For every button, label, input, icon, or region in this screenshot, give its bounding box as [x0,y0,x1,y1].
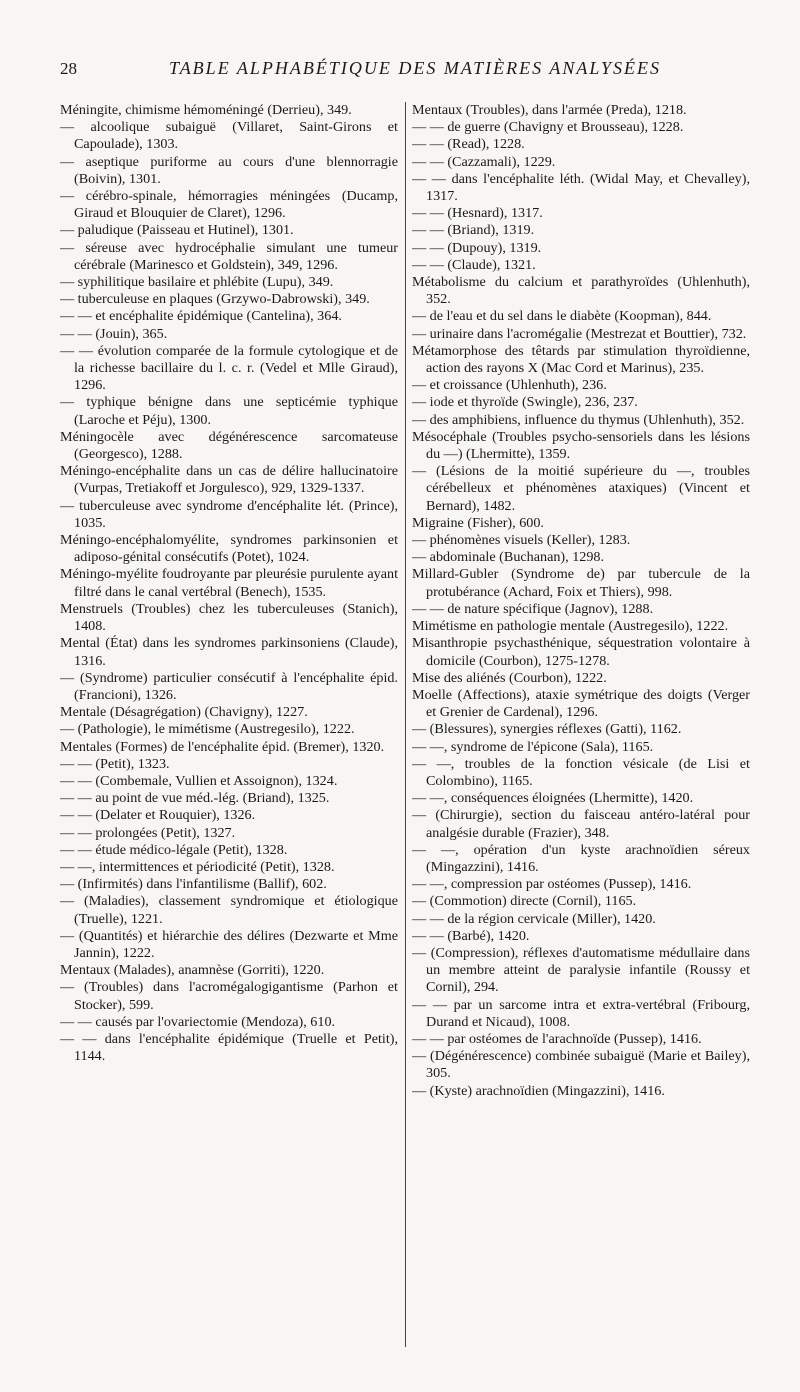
index-entry: — (Dégénérescence) combinée subaiguë (Marie et Bailey), 305. [412,1048,750,1082]
index-entry: — des amphibiens, influence du thymus (Uhlenhuth), 352. [412,411,745,428]
index-entry: Mental (État) dans les syndromes parkinsoniens (Claude), 1316. [60,635,398,669]
index-entry: — — (Barbé), 1420. [412,927,530,944]
index-entry: — (Blessures), synergies réflexes (Gatti), 1162. [412,721,682,738]
index-entry: — — dans l'encéphalite léth. (Widal May, et Chevalley), 1317. [412,170,750,205]
index-entry: Méningocèle avec dégénérescence sarcomateuse (Georgesco), 1288. [60,428,398,463]
index-entry: — — (Cazzamali), 1229. [412,153,556,170]
index-entry: — (Syndrome) particulier consécutif à l'encéphalite épid. (Francioni), 1326. [60,669,398,703]
index-entry: — —, intermittences et périodicité (Petit), 1328. [60,858,335,875]
index-entry: — phénomènes visuels (Keller), 1283. [412,532,631,549]
index-entry: — — (Jouin), 365. [60,325,168,342]
index-entry: — iode et thyroïde (Swingle), 236, 237. [412,394,638,411]
index-entry: — (Maladies), classement syndromique et étiologique (Truelle), 1221. [60,893,398,927]
index-entry: — cérébro-spinale, hémorragies méningées (Ducamp, Giraud et Blouquier de Claret), 1296. [60,188,398,222]
index-columns [60,102,750,1352]
index-entry: Méningo-myélite foudroyante par pleurésie purulente ayant filtré dans le canal vertébral (Benech), 1535. [60,566,398,600]
index-entry: — (Pathologie), le mimétisme (Austregesilo), 1222. [60,721,355,738]
index-entry: — — évolution comparée de la formule cytologique et de la richesse bacillaire du l. c. r. (Vedel et Mlle Giraud), 1296. [60,342,398,394]
index-entry: — — dans l'encéphalite épidémique (Truelle et Petit), 1144. [60,1030,398,1065]
index-entry: — — et encéphalite épidémique (Cantelina), 364. [60,308,342,325]
index-entry: — — (Hesnard), 1317. [412,205,543,222]
index-entry: — — prolongées (Petit), 1327. [60,824,236,841]
index-entry: — — (Briand), 1319. [412,222,535,239]
index-entry: Métamorphose des têtards par stimulation thyroïdienne, action des rayons X (Mac Cord et Marinus), 235. [412,342,750,377]
index-entry: — urinaire dans l'acromégalie (Mestrezat et Bouttier), 732. [412,325,747,342]
index-entry: Méningite, chimisme hémoméningé (Derrieu), 349. [60,102,352,118]
index-entry: — (Commotion) directe (Cornil), 1165. [412,893,637,910]
index-entry: Méningo-encéphalomyélite, syndromes parkinsonien et adiposo-génital consécutifs (Potet), 1024. [60,532,398,566]
page-header [60,58,700,92]
index-entry: — de l'eau et du sel dans le diabète (Koopman), 844. [412,308,712,325]
index-entry: Millard-Gubler (Syndrome de) par tubercule de la protubérance (Achard, Foix et Thiers), 998. [412,566,750,600]
index-entry: — — (Combemale, Vullien et Assoignon), 1324. [60,772,338,789]
index-entry: Misanthropie psychasthénique, séquestration volontaire à domicile (Courbon), 1275-1278. [412,635,750,669]
index-entry: — abdominale (Buchanan), 1298. [412,549,605,566]
index-entry: — (Lésions de la moitié supérieure du —, troubles cérébelleux et phénomènes ataxiques) (Vincent et Bernard), 1482. [412,463,750,514]
page-number: 28 [60,59,77,78]
index-entry: — — de nature spécifique (Jagnov), 1288. [412,600,654,617]
index-entry: — tuberculeuse en plaques (Grzywo-Dabrowski), 349. [60,291,370,308]
index-entry: Menstruels (Troubles) chez les tuberculeuses (Stanich), 1408. [60,600,398,635]
index-entry: Migraine (Fisher), 600. [412,514,544,531]
index-entry: — — (Petit), 1323. [60,755,170,772]
index-entry: — — (Delater et Rouquier), 1326. [60,807,256,824]
index-entry: — — (Claude), 1321. [412,256,536,273]
index-entry: — — causés par l'ovariectomie (Mendoza), 610. [60,1013,336,1030]
index-entry: — —, compression par ostéomes (Pussep), 1416. [412,876,692,893]
index-entry: Moelle (Affections), ataxie symétrique des doigts (Verger et Grenier de Cardenal), 1296. [412,686,750,721]
index-entry: — tuberculeuse avec syndrome d'encéphalite lét. (Prince), 1035. [60,497,398,531]
index-entry: — —, troubles de la fonction vésicale (de Lisi et Colombino), 1165. [412,755,750,789]
index-entry: — et croissance (Uhlenhuth), 236. [412,377,607,394]
index-entry: — syphilitique basilaire et phlébite (Lupu), 349. [60,274,334,291]
index-entry: — —, opération d'un kyste arachnoïdien séreux (Mingazzini), 1416. [412,841,750,875]
index-entry: — (Chirurgie), section du faisceau antéro-latéral pour analgésie durable (Frazier), 348. [412,807,750,841]
index-entry: Mentales (Formes) de l'encéphalite épid. (Bremer), 1320. [60,738,385,755]
index-entry: — — par ostéomes de l'arachnoïde (Pussep), 1416. [412,1030,702,1047]
index-entry: — paludique (Paisseau et Hutinel), 1301. [60,222,294,239]
index-entry: — — (Dupouy), 1319. [412,239,542,256]
left-column [60,102,398,1352]
index-entry: — — de guerre (Chavigny et Brousseau), 1228. [412,119,684,136]
index-entry: Mésocéphale (Troubles psycho-sensoriels dans les lésions du —) (Lhermitte), 1359. [412,428,750,463]
index-entry: — — par un sarcome intra et extra-vertébral (Fribourg, Durand et Nicaud), 1008. [412,996,750,1030]
right-column [412,102,750,1352]
index-entry: — (Troubles) dans l'acromégalogigantisme (Parhon et Stocker), 599. [60,979,398,1013]
index-entry: — alcoolique subaiguë (Villaret, Saint-Girons et Capoulade), 1303. [60,119,398,153]
index-entry: — aseptique puriforme au cours d'une blennorragie (Boivin), 1301. [60,153,398,187]
index-entry: Mentaux (Malades), anamnèse (Gorriti), 1220. [60,962,325,979]
index-entry: — séreuse avec hydrocéphalie simulant une tumeur cérébrale (Marinesco et Goldstein), 349, 1296. [60,239,398,273]
index-entry: — (Kyste) arachnoïdien (Mingazzini), 1416. [412,1082,665,1099]
index-entry: — —, conséquences éloignées (Lhermitte), 1420. [412,790,694,807]
index-entry: Mentale (Désagrégation) (Chavigny), 1227. [60,704,308,721]
index-entry: — —, syndrome de l'épicone (Sala), 1165. [412,738,654,755]
index-entry: — typhique bénigne dans une septicémie typhique (Laroche et Péju), 1300. [60,394,398,428]
running-title: TABLE ALPHABÉTIQUE DES MATIÈRES ANALYSÉES [169,58,661,78]
index-entry: Mimétisme en pathologie mentale (Austregesilo), 1222. [412,618,729,635]
index-entry: — — de la région cervicale (Miller), 1420. [412,910,656,927]
index-entry: — (Infirmités) dans l'infantilisme (Ballif), 602. [60,876,327,893]
column-divider [405,102,406,1347]
index-entry: — (Quantités) et hiérarchie des délires (Dezwarte et Mme Jannin), 1222. [60,927,398,961]
index-entry: — (Compression), réflexes d'automatisme médullaire dans un membre atteint de paralysie infantile (Roussy et Cornil), 294. [412,944,750,996]
index-entry: Métabolisme du calcium et parathyroïdes (Uhlenhuth), 352. [412,274,750,308]
index-entry: Mise des aliénés (Courbon), 1222. [412,669,607,686]
index-entry: Mentaux (Troubles), dans l'armée (Preda), 1218. [412,102,687,118]
index-entry: — — (Read), 1228. [412,136,525,153]
index-entry: — — étude médico-légale (Petit), 1328. [60,841,288,858]
index-entry: — — au point de vue méd.-lég. (Briand), 1325. [60,790,330,807]
index-entry: Méningo-encéphalite dans un cas de délire hallucinatoire (Vurpas, Tretiakoff et Jorgulesco), 929, 1329-1337. [60,463,398,497]
